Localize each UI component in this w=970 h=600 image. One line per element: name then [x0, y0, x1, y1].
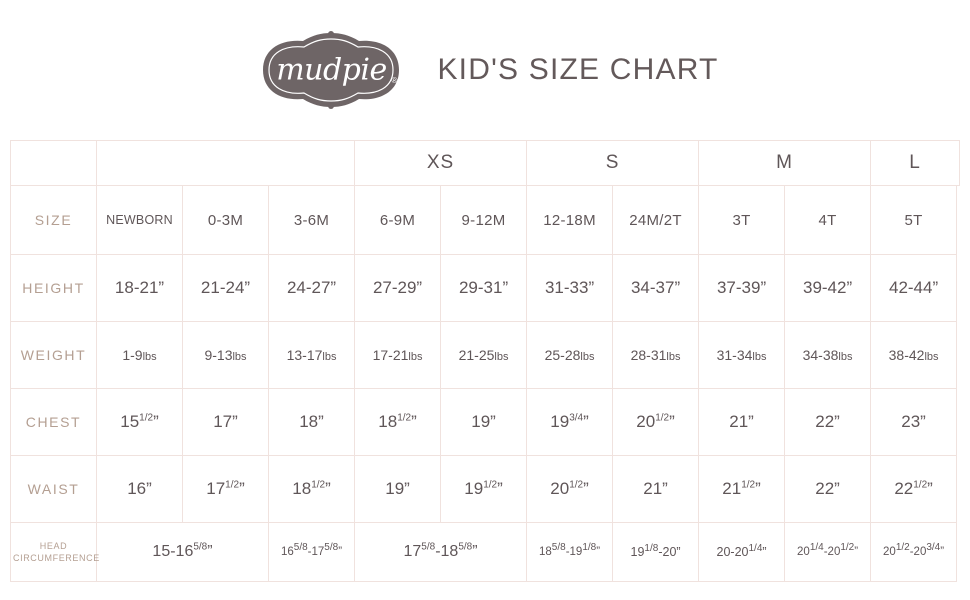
head-circumference-cell: $20-20^{1/4}$” — [699, 523, 785, 582]
size-cell: 0-3M — [183, 186, 269, 255]
head-circumference-cell: $20^{1/4}-20^{1/2}$” — [785, 523, 871, 582]
waist-cell: $21^{1/2}$” — [699, 456, 785, 523]
height-cell: 39-42” — [785, 255, 871, 322]
chest-cell: $20^{1/2}$” — [613, 389, 699, 456]
waist-cell: $22^{1/2}$” — [871, 456, 957, 523]
weight-cell: 21-25lbs — [441, 322, 527, 389]
row-label-head-circumference: HEAD CIRCUMFERENCE — [11, 523, 97, 582]
size-chart-table-wrap — [0, 140, 970, 582]
weight-cell: 1-9lbs — [97, 322, 183, 389]
weight-cell: 31-34lbs — [699, 322, 785, 389]
head-circumference-cell: $17^{5/8}-18^{5/8}$” — [355, 523, 527, 582]
height-cell: 34-37” — [613, 255, 699, 322]
group-row-label — [11, 141, 97, 186]
head-circumference-cell: $20^{1/2}-20^{3/4}$” — [871, 523, 957, 582]
height-cell: 31-33” — [527, 255, 613, 322]
weight-cell: 17-21lbs — [355, 322, 441, 389]
size-chart-table — [10, 140, 960, 582]
chest-cell: $15^{1/2}$” — [97, 389, 183, 456]
waist-cell: $19^{1/2}$” — [441, 456, 527, 523]
chest-cell: 22” — [785, 389, 871, 456]
page-title: KID'S SIZE CHART — [437, 53, 719, 86]
size-cell: 6-9M — [355, 186, 441, 255]
chest-cell: 18” — [269, 389, 355, 456]
head-circumference-cell: $16^{5/8}-17^{5/8}$” — [269, 523, 355, 582]
chest-cell: 23” — [871, 389, 957, 456]
waist-cell: 16” — [97, 456, 183, 523]
table-row-size — [11, 186, 960, 255]
group-header-m: M — [699, 141, 871, 186]
size-cell: 3T — [699, 186, 785, 255]
table-row-chest — [11, 389, 960, 456]
row-label-weight: WEIGHT — [11, 322, 97, 389]
table-row-weight — [11, 322, 960, 389]
row-label-waist: WAIST — [11, 456, 97, 523]
head-circumference-cell: $18^{5/8}-19^{1/8}$” — [527, 523, 613, 582]
waist-cell: 19” — [355, 456, 441, 523]
height-cell: 24-27” — [269, 255, 355, 322]
size-cell: 3-6M — [269, 186, 355, 255]
waist-cell: $18^{1/2}$” — [269, 456, 355, 523]
mudpie-logo — [251, 31, 411, 109]
height-cell: 29-31” — [441, 255, 527, 322]
logo-wordmark: mudpie — [276, 52, 387, 88]
group-header-s: S — [527, 141, 699, 186]
size-chart-body — [11, 141, 960, 582]
chest-cell: $19^{3/4}$” — [527, 389, 613, 456]
chest-cell: 17” — [183, 389, 269, 456]
head-circumference-cell: $15-16^{5/8}$” — [97, 523, 269, 582]
size-cell: 24M/2T — [613, 186, 699, 255]
chest-cell: 21” — [699, 389, 785, 456]
size-cell: 12-18M — [527, 186, 613, 255]
row-label-size: SIZE — [11, 186, 97, 255]
waist-cell: 22” — [785, 456, 871, 523]
head-circumference-cell: $19^{1/8}-20$” — [613, 523, 699, 582]
weight-cell: 9-13lbs — [183, 322, 269, 389]
table-row-groups — [11, 141, 960, 186]
weight-cell: 28-31lbs — [613, 322, 699, 389]
weight-cell: 13-17lbs — [269, 322, 355, 389]
group-header-xs: XS — [355, 141, 527, 186]
group-header-blank — [97, 141, 355, 186]
page-header — [0, 0, 970, 140]
table-row-head-circumference — [11, 523, 960, 582]
row-label-chest: CHEST — [11, 389, 97, 456]
logo-registered-mark: ® — [391, 76, 398, 85]
weight-cell: 25-28lbs — [527, 322, 613, 389]
waist-cell: $17^{1/2}$” — [183, 456, 269, 523]
weight-cell: 38-42lbs — [871, 322, 957, 389]
weight-cell: 34-38lbs — [785, 322, 871, 389]
height-cell: 18-21” — [97, 255, 183, 322]
row-label-height: HEIGHT — [11, 255, 97, 322]
height-cell: 42-44” — [871, 255, 957, 322]
height-cell: 21-24” — [183, 255, 269, 322]
height-cell: 27-29” — [355, 255, 441, 322]
chest-cell: $18^{1/2}$” — [355, 389, 441, 456]
height-cell: 37-39” — [699, 255, 785, 322]
size-cell: 4T — [785, 186, 871, 255]
table-row-height — [11, 255, 960, 322]
waist-cell: 21” — [613, 456, 699, 523]
size-cell: 9-12M — [441, 186, 527, 255]
waist-cell: $20^{1/2}$” — [527, 456, 613, 523]
table-row-waist — [11, 456, 960, 523]
size-cell: NEWBORN — [97, 186, 183, 255]
chest-cell: 19” — [441, 389, 527, 456]
group-header-l: L — [871, 141, 960, 186]
size-cell: 5T — [871, 186, 957, 255]
